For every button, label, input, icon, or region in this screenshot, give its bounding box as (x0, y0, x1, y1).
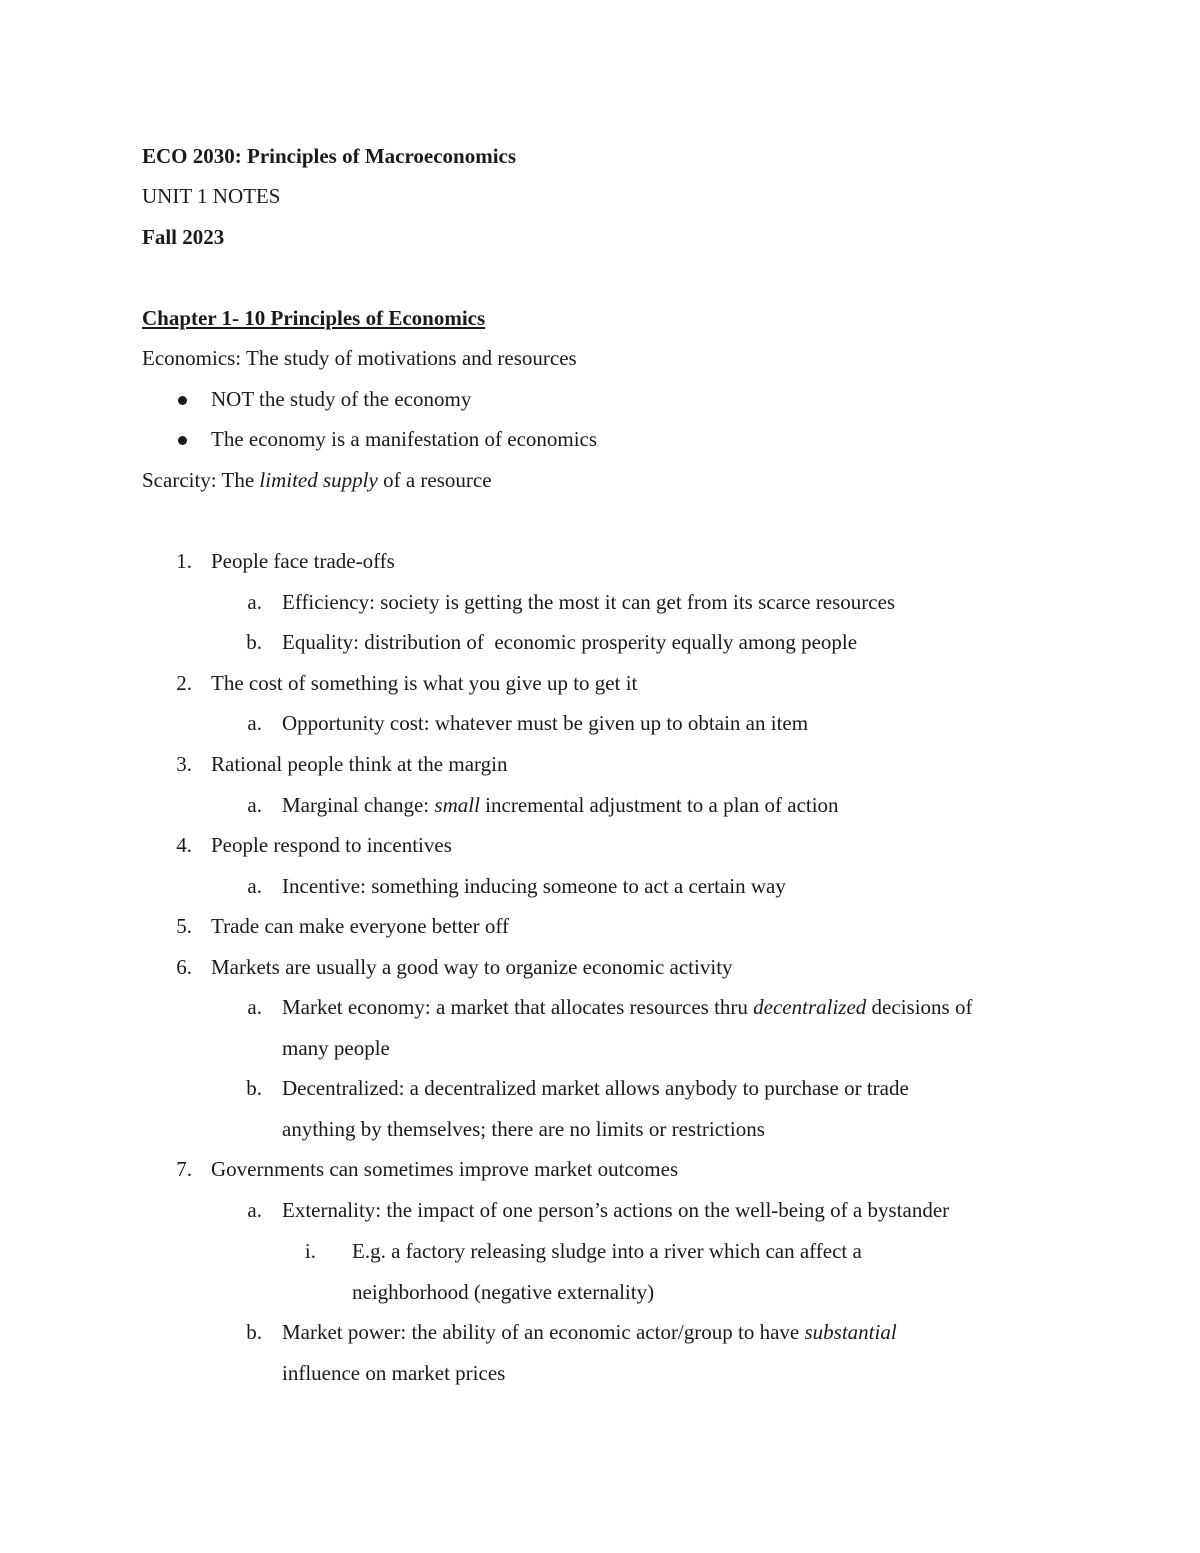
sub-text: Decentralized: a decentralized market allows anybody to purchase or trade (282, 1076, 909, 1100)
sub-marker: a. (247, 793, 262, 817)
principle-text: Rational people think at the margin (211, 752, 508, 776)
sub-sub-text-continuation: neighborhood (negative externality) (352, 1280, 655, 1304)
sub-text-part: Market economy: a market that allocates resources thru (282, 995, 754, 1019)
sub-text: Equality: distribution of economic prosperity equally among people (282, 630, 858, 654)
list-number: 3. (176, 752, 192, 776)
principle-text: People respond to incentives (211, 833, 452, 857)
list-number: 4. (176, 833, 192, 857)
sub-text-part: incremental adjustment to a plan of action (479, 793, 839, 817)
sub-marker: b. (246, 630, 262, 654)
scarcity-definition (142, 470, 492, 491)
sub-text (282, 997, 972, 1018)
sub-marker: a. (247, 995, 262, 1019)
chapter-heading: Chapter 1- 10 Principles of Economics (142, 306, 486, 330)
bullet-dot (178, 396, 187, 405)
sub-text: Externality: the impact of one person’s actions on the well-being of a bystander (282, 1198, 950, 1222)
sub-marker: a. (247, 1198, 262, 1222)
sub-text-continuation: anything by themselves; there are no limits or restrictions (282, 1117, 765, 1141)
sub-text: Efficiency: society is getting the most it can get from its scarce resources (282, 590, 896, 614)
scarcity-text: Scarcity: The (142, 468, 260, 492)
scarcity-text-end: of a resource (377, 468, 492, 492)
sub-sub-marker: i. (304, 1239, 316, 1263)
sub-text-part: decisions of (866, 995, 973, 1019)
sub-text-part: Marginal change: (282, 793, 435, 817)
sub-marker: a. (247, 711, 262, 735)
sub-text: Incentive: something inducing someone to act a certain way (282, 874, 786, 898)
sub-text-continuation: many people (282, 1036, 390, 1060)
bullet-item: The economy is a manifestation of economics (211, 427, 598, 451)
unit-label: UNIT 1 NOTES (142, 184, 281, 208)
principle-text: Trade can make everyone better off (211, 914, 509, 938)
principle-text: People face trade-offs (211, 549, 395, 573)
sub-marker: a. (247, 874, 262, 898)
scarcity-emphasis: limited supply (259, 468, 378, 492)
term-label: Fall 2023 (142, 225, 225, 249)
economics-definition: Economics: The study of motivations and resources (142, 346, 577, 370)
sub-text-continuation: influence on market prices (282, 1361, 506, 1385)
sub-marker: a. (247, 590, 262, 614)
list-number: 2. (176, 671, 192, 695)
sub-marker: b. (246, 1076, 262, 1100)
sub-text-emphasis: decentralized (753, 995, 867, 1019)
list-number: 1. (176, 549, 192, 573)
sub-text-emphasis: substantial (804, 1320, 897, 1344)
sub-text-part: Market power: the ability of an economic actor/group to have (282, 1320, 805, 1344)
sub-text (282, 795, 839, 816)
principle-text: The cost of something is what you give up to get it (211, 671, 638, 695)
list-number: 6. (176, 955, 192, 979)
bullet-item: NOT the study of the economy (211, 387, 472, 411)
sub-text (282, 1322, 897, 1343)
sub-sub-text: E.g. a factory releasing sludge into a river which can affect a (352, 1239, 862, 1263)
course-title: ECO 2030: Principles of Macroeconomics (142, 144, 517, 168)
bullet-dot (178, 436, 187, 445)
sub-text: Opportunity cost: whatever must be given up to obtain an item (282, 711, 809, 735)
principle-text: Markets are usually a good way to organize economic activity (211, 955, 733, 979)
principle-text: Governments can sometimes improve market outcomes (211, 1157, 679, 1181)
sub-marker: b. (246, 1320, 262, 1344)
list-number: 5. (176, 914, 192, 938)
sub-text-emphasis: small (434, 793, 480, 817)
list-number: 7. (176, 1157, 192, 1181)
